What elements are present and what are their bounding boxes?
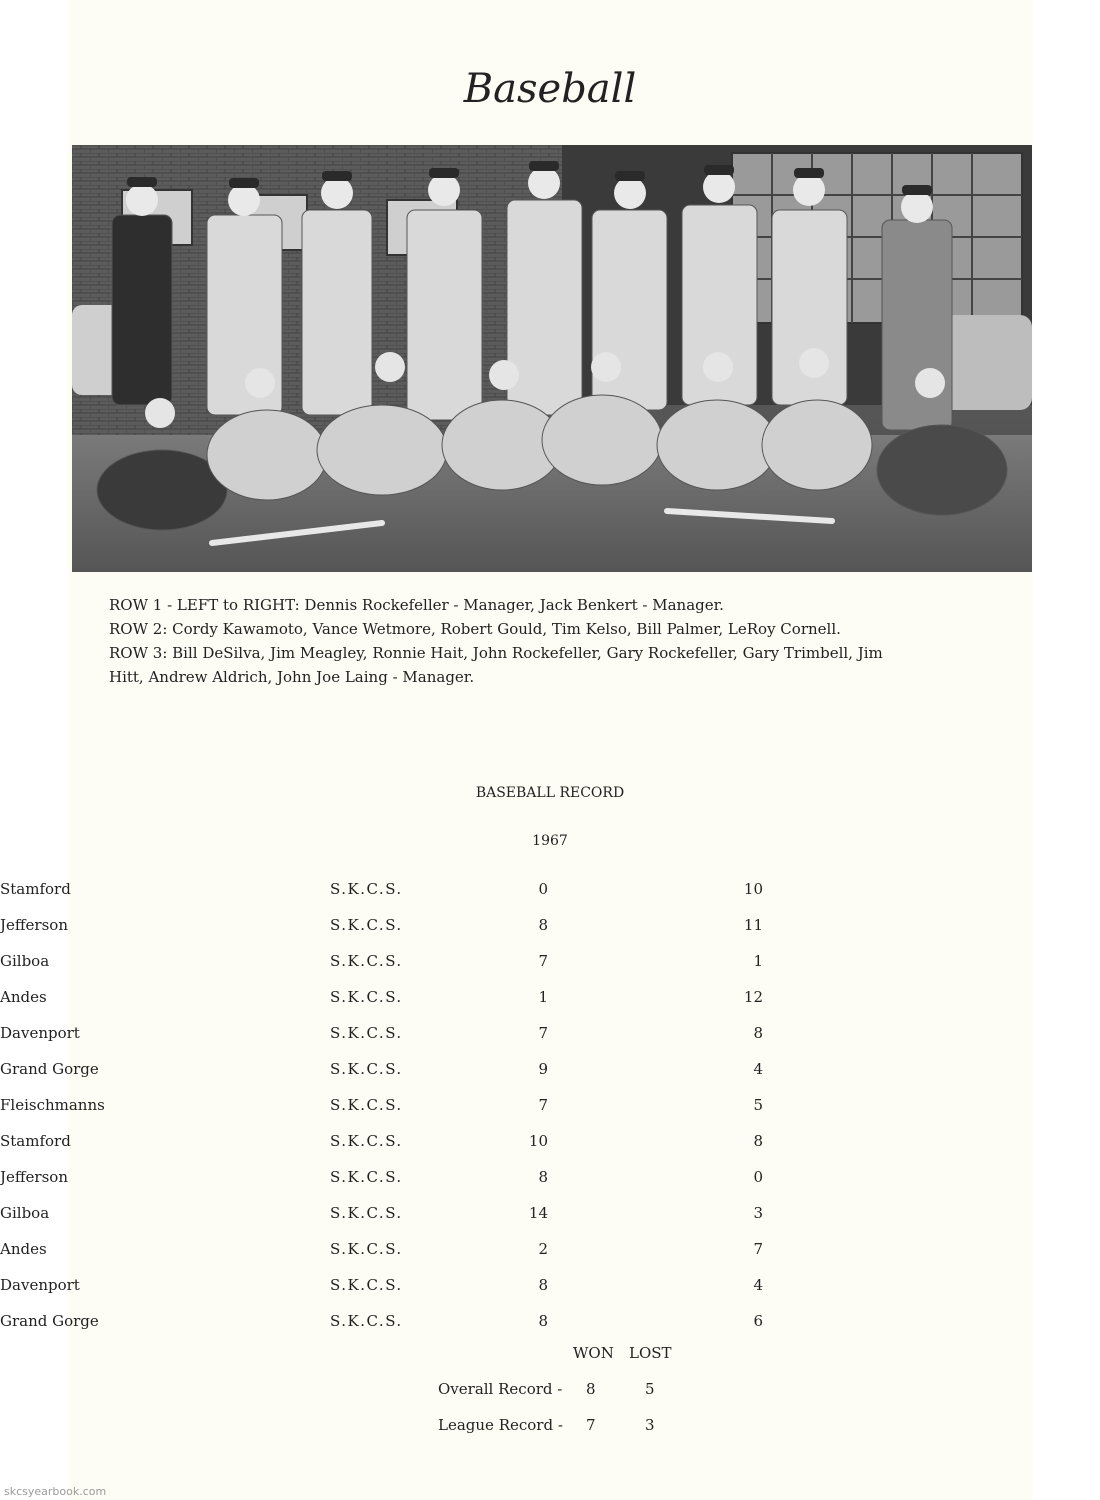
skcs-score: 14 xyxy=(528,1204,548,1222)
team-name: S.K.C.S. xyxy=(330,1240,403,1258)
game-row xyxy=(0,1096,1100,1120)
opponent-score: 4 xyxy=(753,1276,763,1294)
caption-row-1: ROW 1 - LEFT to RIGHT: Dennis Rockefeller - Manager, Jack Benkert - Manager. xyxy=(109,596,724,614)
skcs-score: 10 xyxy=(528,1132,548,1150)
overall-won: 8 xyxy=(586,1380,596,1398)
caption-row-3-cont: Hitt, Andrew Aldrich, John Joe Laing - Manager. xyxy=(109,668,475,686)
opponent-score: 7 xyxy=(753,1240,763,1258)
opponent-score: 1 xyxy=(753,952,763,970)
opponent-score: 4 xyxy=(753,1060,763,1078)
record-year: 1967 xyxy=(532,833,568,849)
game-row xyxy=(0,916,1100,940)
team-name: S.K.C.S. xyxy=(330,952,403,970)
opponent-score: 5 xyxy=(753,1096,763,1114)
game-row xyxy=(0,1312,1100,1336)
team-name: S.K.C.S. xyxy=(330,1024,403,1042)
opponent-name: Stamford xyxy=(0,880,71,898)
skcs-score: 0 xyxy=(538,880,548,898)
team-name: S.K.C.S. xyxy=(330,880,403,898)
game-row xyxy=(0,1024,1100,1048)
opponent-name: Jefferson xyxy=(0,916,68,934)
game-row xyxy=(0,1060,1100,1084)
opponent-name: Fleischmanns xyxy=(0,1096,105,1114)
game-row xyxy=(0,1132,1100,1156)
team-name: S.K.C.S. xyxy=(330,1168,403,1186)
skcs-score: 8 xyxy=(538,1312,548,1330)
photo-caption xyxy=(109,593,999,689)
opponent-name: Grand Gorge xyxy=(0,1312,99,1330)
game-row xyxy=(0,1204,1100,1228)
opponent-name: Andes xyxy=(0,988,47,1006)
team-photo-image xyxy=(72,145,1032,572)
overall-lost: 5 xyxy=(645,1380,655,1398)
skcs-score: 7 xyxy=(538,1096,548,1114)
record-heading: BASEBALL RECORD xyxy=(475,785,625,801)
opponent-name: Jefferson xyxy=(0,1168,68,1186)
opponent-name: Davenport xyxy=(0,1276,80,1294)
opponent-score: 3 xyxy=(753,1204,763,1222)
skcs-score: 7 xyxy=(538,1024,548,1042)
team-name: S.K.C.S. xyxy=(330,1204,403,1222)
page-title: Baseball xyxy=(463,66,637,112)
team-name: S.K.C.S. xyxy=(330,916,403,934)
game-row xyxy=(0,952,1100,976)
opponent-score: 0 xyxy=(753,1168,763,1186)
team-photo xyxy=(72,145,1032,572)
opponent-score: 6 xyxy=(753,1312,763,1330)
team-name: S.K.C.S. xyxy=(330,988,403,1006)
game-row xyxy=(0,988,1100,1012)
skcs-score: 1 xyxy=(538,988,548,1006)
skcs-score: 2 xyxy=(538,1240,548,1258)
skcs-score: 8 xyxy=(538,1168,548,1186)
league-won: 7 xyxy=(586,1416,596,1434)
game-row xyxy=(0,1168,1100,1192)
lost-label: LOST xyxy=(629,1344,672,1362)
skcs-score: 9 xyxy=(538,1060,548,1078)
opponent-name: Grand Gorge xyxy=(0,1060,99,1078)
game-row xyxy=(0,1276,1100,1300)
game-row xyxy=(0,1240,1100,1264)
watermark: skcsyearbook.com xyxy=(4,1485,107,1498)
opponent-score: 11 xyxy=(743,916,763,934)
opponent-score: 10 xyxy=(743,880,763,898)
skcs-score: 7 xyxy=(538,952,548,970)
skcs-score: 8 xyxy=(538,1276,548,1294)
caption-row-3: ROW 3: Bill DeSilva, Jim Meagley, Ronnie Hait, John Rockefeller, Gary Rockefeller, Gary Trimbell, Jim xyxy=(109,644,883,662)
team-name: S.K.C.S. xyxy=(330,1132,403,1150)
team-name: S.K.C.S. xyxy=(330,1276,403,1294)
league-record-label: League Record - xyxy=(438,1416,563,1434)
opponent-name: Davenport xyxy=(0,1024,80,1042)
opponent-name: Stamford xyxy=(0,1132,71,1150)
skcs-score: 8 xyxy=(538,916,548,934)
opponent-name: Andes xyxy=(0,1240,47,1258)
team-name: S.K.C.S. xyxy=(330,1060,403,1078)
team-name: S.K.C.S. xyxy=(330,1312,403,1330)
league-lost: 3 xyxy=(645,1416,655,1434)
opponent-score: 12 xyxy=(743,988,763,1006)
overall-record-label: Overall Record - xyxy=(438,1380,563,1398)
opponent-name: Gilboa xyxy=(0,952,50,970)
won-label: WON xyxy=(573,1344,614,1362)
game-row xyxy=(0,880,1100,904)
opponent-score: 8 xyxy=(753,1024,763,1042)
opponent-name: Gilboa xyxy=(0,1204,50,1222)
team-name: S.K.C.S. xyxy=(330,1096,403,1114)
opponent-score: 8 xyxy=(753,1132,763,1150)
caption-row-2: ROW 2: Cordy Kawamoto, Vance Wetmore, Robert Gould, Tim Kelso, Bill Palmer, LeRoy Cornell. xyxy=(109,620,841,638)
